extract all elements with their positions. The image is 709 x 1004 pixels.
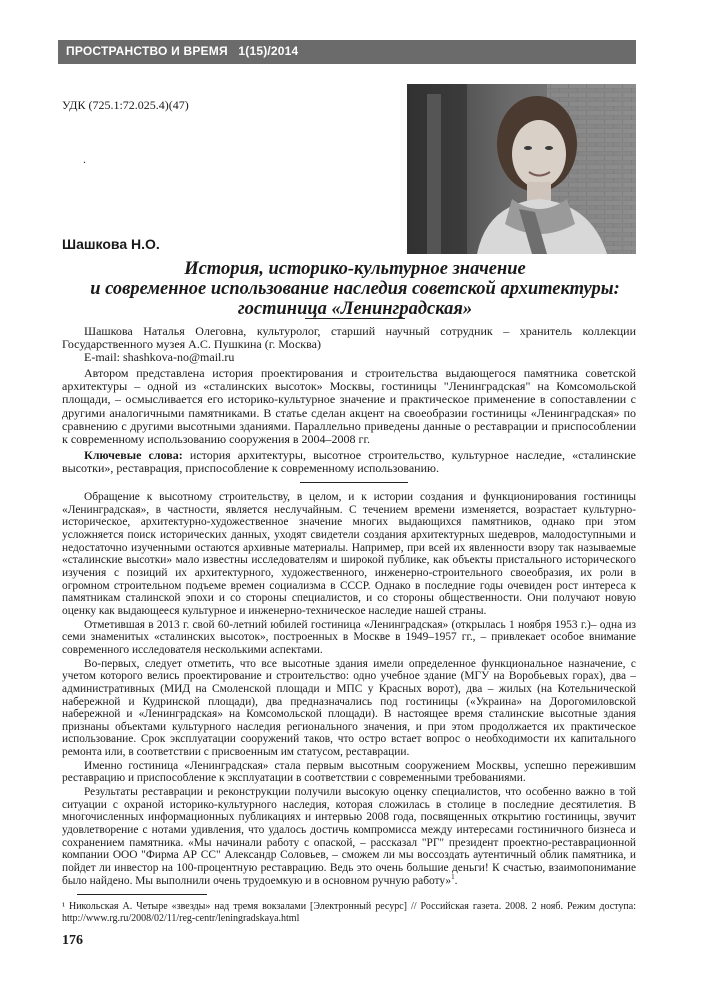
author-email: E-mail: shashkova-no@mail.ru [84,350,235,365]
keywords-label: Ключевые слова: [84,448,183,463]
divider-middle [300,482,408,483]
title-line-2: и современное использование наследия советской архитектуры: [90,279,620,299]
abstract [62,367,636,476]
article-body [62,491,636,888]
title-line-1: История, историко-культурное значение [184,259,526,279]
keywords-text: история архитектуры, высотное строительство, культурное наследие, «сталинские высотки», реставрация, приспособление к современному использованию. [62,448,637,476]
stray-dot: . [83,152,86,166]
body-paragraph: Именно гостиница «Ленинградская» стала первым высотным сооружением Москвы, успешно пережившим реставрацию и приспособление к эксплуатации в соответствии с современными требованиями. [62,759,636,785]
footnote [62,901,636,924]
author-photo [407,84,636,254]
journal-title: ПРОСТРАНСТВО И ВРЕМЯ 1(15)/2014 [66,44,299,58]
page-number: 176 [62,933,83,948]
author-name: Шашкова Н.О. [62,236,160,252]
udk-code: УДК (725.1:72.025.4)(47) [62,98,189,112]
author-portrait-image [407,84,636,254]
body-paragraph: Во-первых, следует отметить, что все высотные здания имели определенное функциональное назначение, с учетом которого велись проектирование и строительство: одно учебное здание (МГУ на Воробьевых горах), два – административных (МИД на Смоленской площади и МПС у Красных ворот), два – жилых (на Котельнической набережной и Кудринской площади), два предназначались под гостиницы («Украина» на Дорогомиловской набережной и «Ленинградская» на Комсомольской площади). В настоящее время сталинские высотные здания признаны объектами культурного наследия регионального значения, и при этом продолжается их практическое использование. Срок эксплуатации сооружений таков, что остро встает вопрос о необходимости их капитального ремонта или, в соответствии с присвоенным им статусом, реставрации. [62,657,636,759]
author-bio-text: Шашкова Наталья Олеговна, культуролог, старший научный сотрудник – хранитель коллекции Государственного музея А.С. Пушкина (г. Москва) [62,324,636,352]
divider-top [305,318,405,319]
body-paragraph-text: Результаты реставрации и реконструкции получили высокую оценку специалистов, что особенно важно в той ситуации с охраной историко-культурного наследия, которая сложилась в столице в последние десятилетия. В многочисленных информационных публикациях и интервью 2008 года, посвященных открытию гостиницы, звучит удовлетворение с нотами удивления, что удалось достичь компромисса между интересами гостиничного бизнеса и сохранением памятника. «Мы начинали работу с опаской, – рассказал "РГ" президент проектно-реставрационной компании ООО "Фирма АР СС" Александр Соловьев, – сможем ли мы воссоздать аутентичный облик памятника, и пойдет ли инвестор на 100-процентную реставрацию. Ведь это очень большие деньги! К счастью, взаимопонимание было найдено. Мы выполнили очень трудоемкую и в основном ручную работу» [62,786,636,887]
body-paragraph: Отметившая в 2013 г. свой 60-летний юбилей гостиница «Ленинградская» (открылась 1 ноября 1953 г.)– одна из семи знаменитых «сталинских высоток», построенных в Москве в 1949–1957 гг., – привлекает особое внимание современного исследователя несколькими аспектами. [62,618,636,656]
body-paragraph-last: Результаты реставрации и реконструкции получили высокую оценку специалистов, что особенно важно в той ситуации с охраной историко-культурного наследия, которая сложилась в столице в последние десятилетия. В многочисленных информационных публикациях и интервью 2008 года, посвященных открытию гостиницы, звучит удовлетворение с нотами удивления, что удалось достичь компромисса между интересами гостиничного бизнеса и сохранением памятника. «Мы начинали работу с опаской, – рассказал "РГ" президент проектно-реставрационной компании ООО "Фирма АР СС" Александр Соловьев, – сможем ли мы воссоздать аутентичный облик памятника, и пойдет ли инвестор на 100-процентную реставрацию. Ведь это очень большие деньги! К счастью, взаимопонимание было найдено. Мы выполнили очень трудоемкую и в основном ручную работу»$^1$. [62,786,636,887]
article-title [50,259,660,319]
footnote-text: ¹ Никольская А. Четыре «звезды» над тремя вокзалами [Электронный ресурс] // Российская газета. 2008. 2 нояб. Режим доступа: http://www.rg.ru/2008/02/11/reg-centr/leningradskaya.html [62,901,636,924]
footnote-ref: 1 [451,872,455,881]
keywords [62,449,636,475]
abstract-text: Автором представлена история проектирования и строительства выдающегося памятника советской архитектуры – одной из «сталинских высоток» Москвы, гостиницы "Ленинградская" на Комсомольской площади, – осмысливается его историко-культурное значение и практическое применение в сопоставлении с другими аналогичными памятниками. В статье сделан акцент на своеобразии гостиницы «Ленинградская» по сравнению с другими высотными зданиями. Параллельно приведены данные о реставрации и приспособлении к современному использованию сооружения в 2004–2008 гг. [62,366,636,447]
author-bio [62,325,636,365]
footnote-divider [77,894,207,895]
body-paragraph: Обращение к высотному строительству, в целом, и к истории создания и функционирования гостиницы «Ленинградская», в частности, является неслучайным. С течением времени изменяется, возрастает культурно-историческое, архитектурно-художественное значение многих выдающихся памятников, однако при этом усложняется поиск исторических данных, уходят свидетели создания архитектурных шедевров, малодоступными и недостаточно изученными остаются архивные материалы. Например, при всей их явленности взору так называемые «сталинские высотки» мало известны исследователям и широкой публике, как объекты пристального исторического изучения с позиций их архитектурного, художественного, инженерно-строительного своеобразия, их роли в огромном строительном подъеме времен социализма в СССР. Однако в последние годы очевиден рост интереса к памятникам сталинской эпохи и со стороны специалистов, и со стороны общественности. Они получают новую оценку как выдающееся культурное и инженерно-техническое наследие нашей страны. [62,491,636,617]
journal-header-bar [58,40,636,64]
title-line-3: гостиница «Ленинградская» [237,299,473,319]
